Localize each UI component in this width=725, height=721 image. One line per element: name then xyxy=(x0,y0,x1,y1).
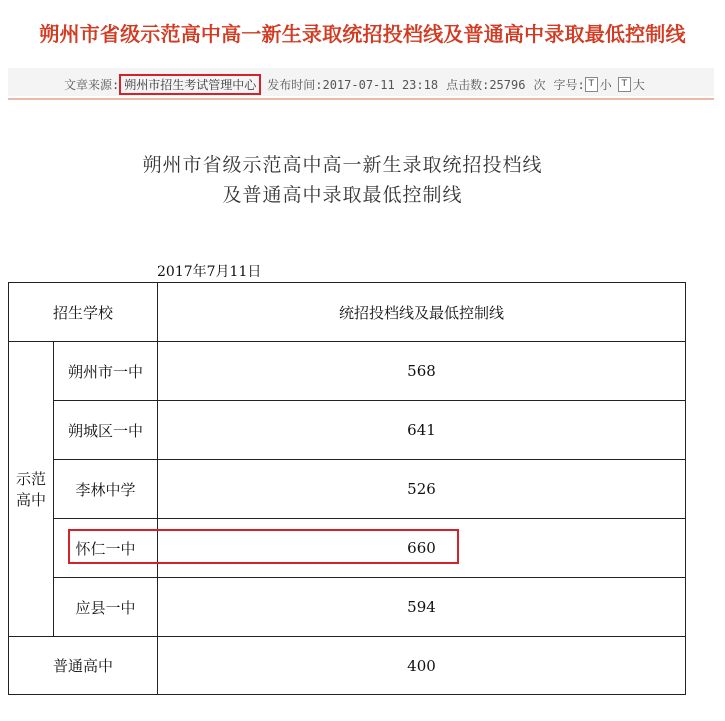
article-meta-bar xyxy=(8,68,714,96)
source-value: 朔州市招生考试管理中心 xyxy=(119,74,261,95)
article-title-line2: 及普通高中录取最低控制线 xyxy=(222,184,463,206)
group-label-cell: 示范高中 xyxy=(9,342,54,637)
header-school: 招生学校 xyxy=(9,283,158,342)
school-cell: 应县一中 xyxy=(54,578,158,637)
general-score-cell: 400 xyxy=(158,637,686,695)
font-small-button[interactable] xyxy=(585,76,612,93)
score-cell: 526 xyxy=(158,460,686,519)
article-date: 2017年7月11日 xyxy=(157,264,262,280)
text-size-icon: T xyxy=(618,77,631,92)
header-divider xyxy=(8,98,714,100)
school-cell: 朔州市一中 xyxy=(54,342,158,401)
score-cell: 641 xyxy=(158,401,686,460)
general-label-cell: 普通高中 xyxy=(9,637,158,695)
font-large-label: 大 xyxy=(632,78,645,92)
score-table xyxy=(8,282,686,695)
article-title-line1: 朔州市省级示范高中高一新生录取统招投档线 xyxy=(142,154,543,176)
table-row xyxy=(9,578,686,637)
font-small-label: 小 xyxy=(599,78,612,92)
score-cell: 660 xyxy=(158,519,686,578)
score-cell: 594 xyxy=(158,578,686,637)
school-cell: 朔城区一中 xyxy=(54,401,158,460)
table-row-general xyxy=(9,637,686,695)
table-row xyxy=(9,401,686,460)
headline: 朔州市省级示范高中高一新生录取统招投档线及普通高中录取最低控制线 xyxy=(39,22,686,46)
font-large-button[interactable] xyxy=(618,76,645,93)
clicks-count: 25796 xyxy=(489,77,526,92)
table-row xyxy=(9,460,686,519)
table-row xyxy=(9,342,686,401)
clicks-unit: 次 xyxy=(533,78,546,92)
header-score: 统招投档线及最低控制线 xyxy=(158,283,686,342)
publish-label: 发布时间: xyxy=(267,78,323,92)
clicks-label: 点击数: xyxy=(446,78,490,92)
fontsize-label: 字号: xyxy=(553,78,585,92)
score-cell: 568 xyxy=(158,342,686,401)
publish-time: 2017-07-11 23:18 xyxy=(322,77,439,92)
text-size-icon: T xyxy=(585,77,598,92)
source-label: 文章来源: xyxy=(64,78,120,92)
highlight-box xyxy=(68,529,459,564)
school-cell: 李林中学 xyxy=(54,460,158,519)
table-header-row xyxy=(9,283,686,342)
school-cell: 怀仁一中 xyxy=(54,519,158,578)
